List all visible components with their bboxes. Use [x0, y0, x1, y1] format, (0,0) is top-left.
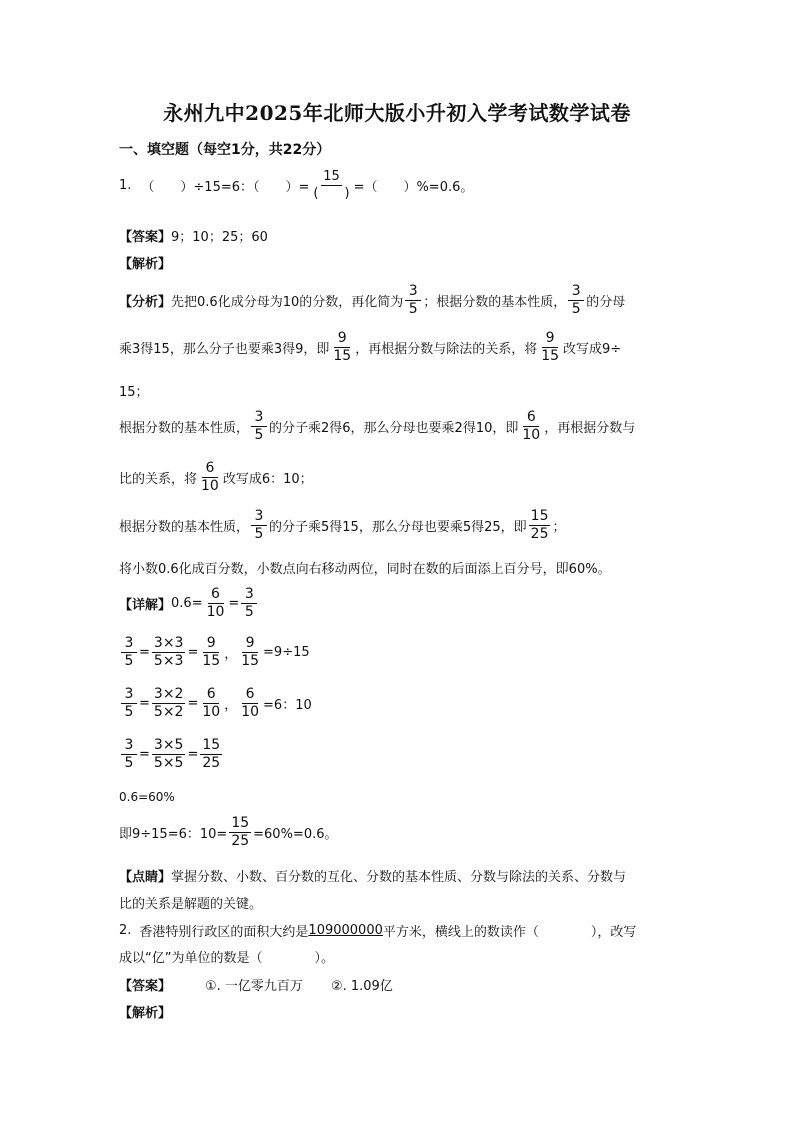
text: =: [139, 695, 150, 711]
numerator: 6: [208, 587, 224, 604]
denominator: 5: [244, 603, 254, 620]
denominator: 5: [254, 426, 264, 443]
fraction: [205, 587, 227, 619]
denominator: 5×5: [153, 754, 184, 771]
fraction: [405, 284, 421, 316]
fraction: [251, 410, 267, 442]
text: 先把0.6化成分母为10的分数，再化简为: [171, 294, 404, 310]
text: =: [187, 695, 199, 711]
question-2-line-2: 成以“亿”为单位的数是（ ）。: [119, 951, 334, 966]
denominator: 5: [571, 300, 581, 317]
fraction: [311, 170, 351, 200]
numerator: 15: [202, 737, 221, 753]
answer-line: [119, 226, 268, 245]
text: =: [139, 644, 150, 660]
text: 根据分数的基本性质，: [119, 519, 250, 535]
numerator: 6: [242, 687, 258, 704]
fraction: [520, 410, 542, 442]
numerator: 3: [568, 284, 584, 301]
text: =: [228, 595, 240, 611]
numerator: 3×2: [153, 686, 184, 702]
text: 比的关系，将: [119, 471, 198, 487]
denominator: 5: [408, 300, 418, 317]
xiangjie-line-1: [119, 587, 259, 619]
numerator: 3×5: [153, 737, 184, 753]
denominator: 10: [522, 426, 541, 443]
text: 的分母: [586, 294, 626, 310]
text: ，: [224, 646, 238, 662]
numerator: 15: [530, 508, 549, 524]
fenxi-label: 【分析】: [119, 294, 172, 310]
fraction: [152, 738, 186, 770]
question-2: [119, 921, 636, 940]
fraction: [239, 687, 261, 719]
text: 0.6=: [171, 595, 203, 611]
fenxi-line-2: [119, 331, 621, 363]
text: 改写成9÷: [563, 341, 622, 357]
answer-line: [119, 975, 393, 994]
fraction: [121, 738, 137, 770]
fenxi-line-5: [119, 461, 313, 493]
text: ，再根据分数与: [544, 420, 636, 436]
dianjing-label: 【点睛】: [119, 870, 172, 885]
xiangjie-line-4: [119, 738, 224, 770]
answer-label: 【答案】: [119, 979, 172, 994]
text: ；: [552, 519, 566, 535]
answer-text: 9；10；25；60: [171, 230, 268, 245]
text: 的分子乘2得6，那么分母也要乘2得10，即: [269, 420, 519, 436]
answer-1: ①. 一亿零九百万: [205, 979, 303, 994]
numerator: 6: [203, 687, 219, 704]
analysis-label: 【解析】: [119, 1006, 172, 1021]
numerator: 9: [542, 331, 558, 348]
numerator: 9: [334, 331, 350, 348]
text: =: [139, 746, 150, 762]
denominator: 5: [124, 754, 134, 771]
numerator: 9: [242, 636, 258, 653]
denominator: 5×2: [153, 703, 184, 720]
numerator: 3: [121, 636, 137, 653]
question-text: （ ）÷15=6：（ ）=: [141, 179, 310, 195]
question-number: 2.: [119, 923, 132, 938]
denominator: 25: [202, 754, 221, 771]
xiangjie-line-2: [119, 636, 310, 668]
fenxi-line-6: [119, 509, 566, 541]
numerator: 3: [121, 687, 137, 704]
fraction: [529, 509, 551, 541]
question-text: 香港特别行政区的面积大约是: [139, 925, 309, 940]
fenxi-line-3: 15；: [119, 385, 149, 400]
fraction: [539, 331, 561, 363]
question-number: 1.: [119, 177, 132, 193]
fenxi-line-1: [119, 284, 625, 316]
numerator: 3: [121, 738, 137, 755]
denominator: 10: [206, 603, 225, 620]
fraction: [241, 587, 257, 619]
denominator: 15: [202, 652, 221, 669]
answer-2: ②. 1.09亿: [330, 979, 393, 994]
question-1: [119, 170, 473, 200]
text: 乘3得15，那么分子也要乘3得9，即: [119, 341, 330, 357]
numerator: 9: [203, 636, 219, 653]
text: 根据分数的基本性质，: [119, 420, 250, 436]
fraction: [200, 738, 222, 770]
question-text: 平方米，横线上的数读作（ ），改写: [382, 925, 637, 940]
denominator: 10: [241, 703, 260, 720]
text: ，再根据分数与除法的关系，将: [355, 341, 538, 357]
denominator: 15: [333, 347, 352, 364]
text: ；根据分数的基本性质，: [423, 294, 567, 310]
numerator: 15: [231, 815, 250, 831]
text: ，: [224, 697, 238, 713]
text: 掌握分数、小数、百分数的互化、分数的基本性质、分数与除法的关系、分数与: [171, 870, 627, 885]
denominator: 25: [530, 525, 549, 542]
numerator: 3: [251, 509, 267, 526]
xiangjie-line-5: 0.6=60%: [119, 790, 175, 804]
xiangjie-label: 【详解】: [119, 597, 172, 613]
fraction: [568, 284, 584, 316]
denominator: 15: [541, 347, 560, 364]
numerator: 6: [202, 461, 218, 478]
denominator: ( ): [313, 185, 350, 201]
text: =: [187, 746, 199, 762]
numerator: 6: [523, 410, 539, 427]
denominator: 5: [124, 703, 134, 720]
fraction: [121, 636, 137, 668]
dianjing-line-2: 比的关系是解题的关键。: [119, 897, 263, 912]
denominator: 25: [231, 832, 250, 849]
answer-label: 【答案】: [119, 230, 172, 245]
page-title: 永州九中2025年北师大版小升初入学考试数学试卷: [163, 101, 631, 125]
fraction: [251, 509, 267, 541]
fraction: [200, 636, 222, 668]
text: 改写成6：10；: [222, 471, 313, 487]
fraction: [121, 687, 137, 719]
fraction: [199, 461, 221, 493]
fenxi-line-4: [119, 410, 635, 442]
fenxi-line-7: 将小数0.6化成百分数，小数点向右移动两位，同时在数的后面添上百分号，即60%。: [119, 562, 611, 577]
text: 即9÷15=6：10=: [119, 826, 228, 842]
denominator: 10: [202, 703, 221, 720]
fraction: [331, 331, 353, 363]
fraction: [200, 687, 222, 719]
fraction: [152, 687, 186, 719]
question-text: =（ ）%=0.6。: [353, 179, 474, 195]
numerator: 3: [405, 284, 421, 301]
denominator: 5×3: [153, 652, 184, 669]
text: =: [187, 644, 199, 660]
analysis-label: 【解析】: [119, 257, 172, 272]
denominator: 5: [254, 525, 264, 542]
text: =60%=0.6。: [253, 826, 338, 842]
text: =6：10: [263, 697, 312, 713]
numerator: 3: [251, 410, 267, 427]
xiangjie-line-6: [119, 816, 338, 848]
text: =9÷15: [263, 644, 310, 660]
xiangjie-line-3: [119, 687, 312, 719]
numerator: 3: [241, 587, 257, 604]
text: 的分子乘5得15，那么分母也要乘5得25，即: [269, 519, 527, 535]
denominator: 15: [241, 652, 260, 669]
fraction: [229, 816, 251, 848]
numerator: 3×3: [153, 635, 184, 651]
dianjing-line-1: [119, 866, 626, 885]
denominator: 10: [201, 477, 219, 494]
section-heading: 一、填空题（每空1分，共22分）: [119, 142, 331, 158]
fraction: [152, 636, 186, 668]
numerator: 15: [323, 169, 340, 184]
fraction: [239, 636, 261, 668]
denominator: 5: [124, 652, 134, 669]
underlined-number: 109000000: [308, 923, 383, 938]
